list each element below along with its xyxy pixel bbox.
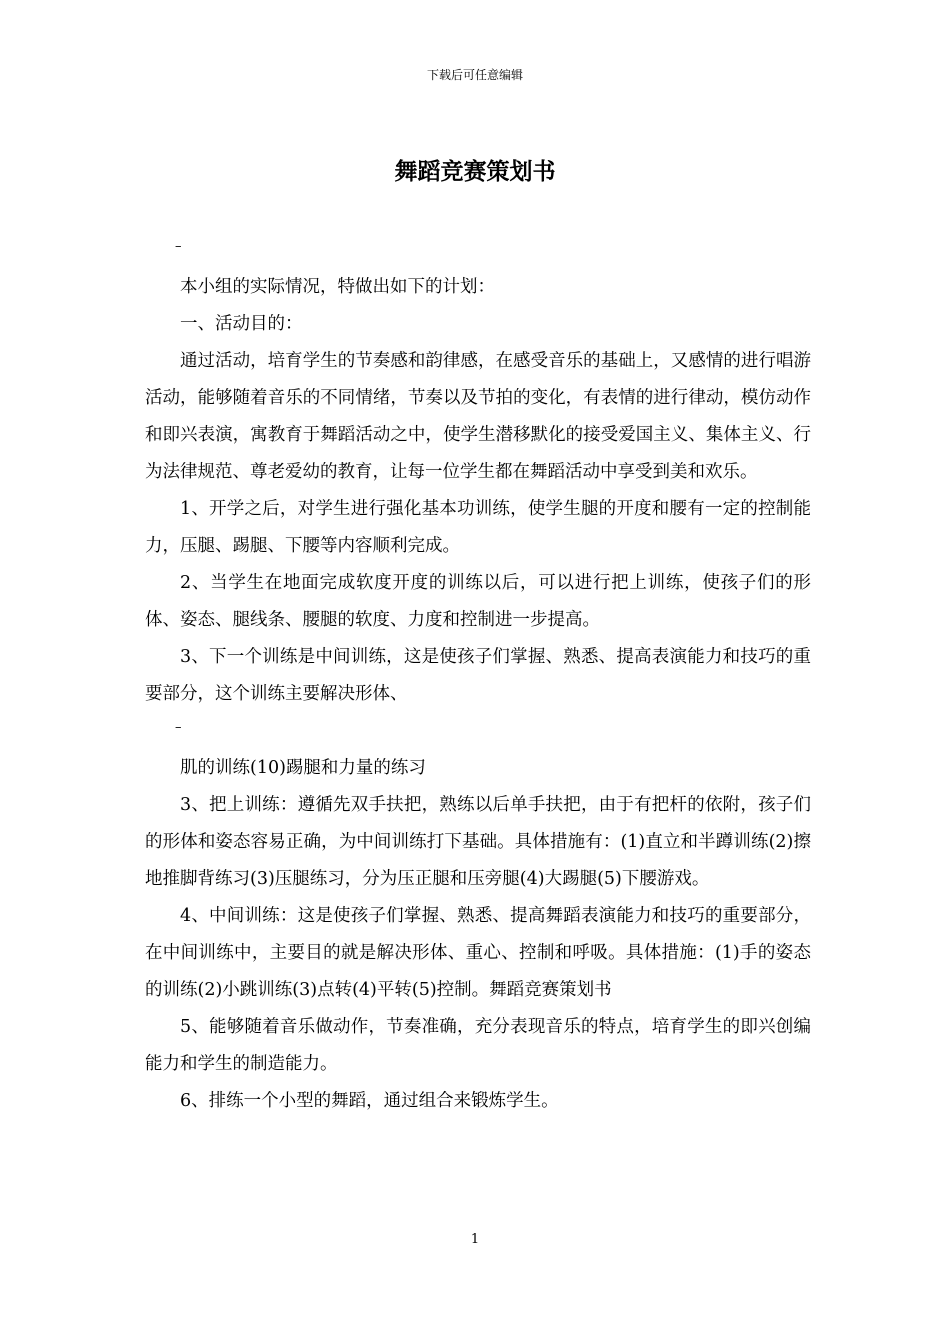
fragment-paragraph: 肌的训练(10)踢腿和力量的练习 [180,758,426,778]
dash-marker: – [175,720,182,735]
document-title: 舞蹈竞赛策划书 [394,158,556,185]
list-item-3-middle-training: 3、下一个训练是中间训练，这是使孩子们掌握、熟悉、提高表演能力和技巧的重要部分，这个训练主要解决形体、 [145,647,811,704]
intro-paragraph: 本小组的实际情况，特做出如下的计划： [180,277,495,297]
purpose-paragraph: 通过活动，培育学生的节奏感和韵律感，在感受音乐的基础上，又感情的进行唱游活动，能够随着音乐的不同情绪，节奏以及节拍的变化，有表情的进行律动，模仿动作和即兴表演，寓教育于舞蹈活动之中，使学生潜移默化的接受爱国主义、集体主义、行为法律规范、尊老爱幼的教育，让每一位学生都在舞蹈活动中享受到美和欢乐。 [145,351,811,482]
list-item-5: 5、能够随着音乐做动作，节奏准确，充分表现音乐的特点，培育学生的即兴创编能力和学生的制造能力。 [145,1017,811,1074]
list-item-3-barre-training: 3、把上训练：遵循先双手扶把，熟练以后单手扶把，由于有把杆的依附，孩子们的形体和姿态容易正确，为中间训练打下基础。具体措施有：(1)直立和半蹲训练(2)擦地推脚背练习(3)压腿练习，分为压正腿和压旁腿(4)大踢腿(5)下腰游戏。 [145,795,811,889]
list-item-1: 1、开学之后，对学生进行强化基本功训练，使学生腿的开度和腰有一定的控制能力，压腿、踢腿、下腰等内容顺利完成。 [145,499,811,556]
header-note: 下载后可任意编辑 [426,68,523,82]
list-item-2: 2、当学生在地面完成软度开度的训练以后，可以进行把上训练，使孩子们的形体、姿态、腿线条、腰腿的软度、力度和控制进一步提高。 [145,573,811,630]
page-number: 1 [470,1232,480,1247]
document-body [145,232,811,1120]
dash-marker: – [175,239,182,254]
section-heading-purpose: 一、活动目的： [180,314,303,334]
list-item-6: 6、排练一个小型的舞蹈，通过组合来锻炼学生。 [180,1091,559,1111]
list-item-4: 4、中间训练：这是使孩子们掌握、熟悉、提高舞蹈表演能力和技巧的重要部分，在中间训练中，主要目的就是解决形体、重心、控制和呼吸。具体措施：(1)手的姿态的训练(2)小跳训练(3)点转(4)平转(5)控制。舞蹈竞赛策划书 [145,906,811,1000]
